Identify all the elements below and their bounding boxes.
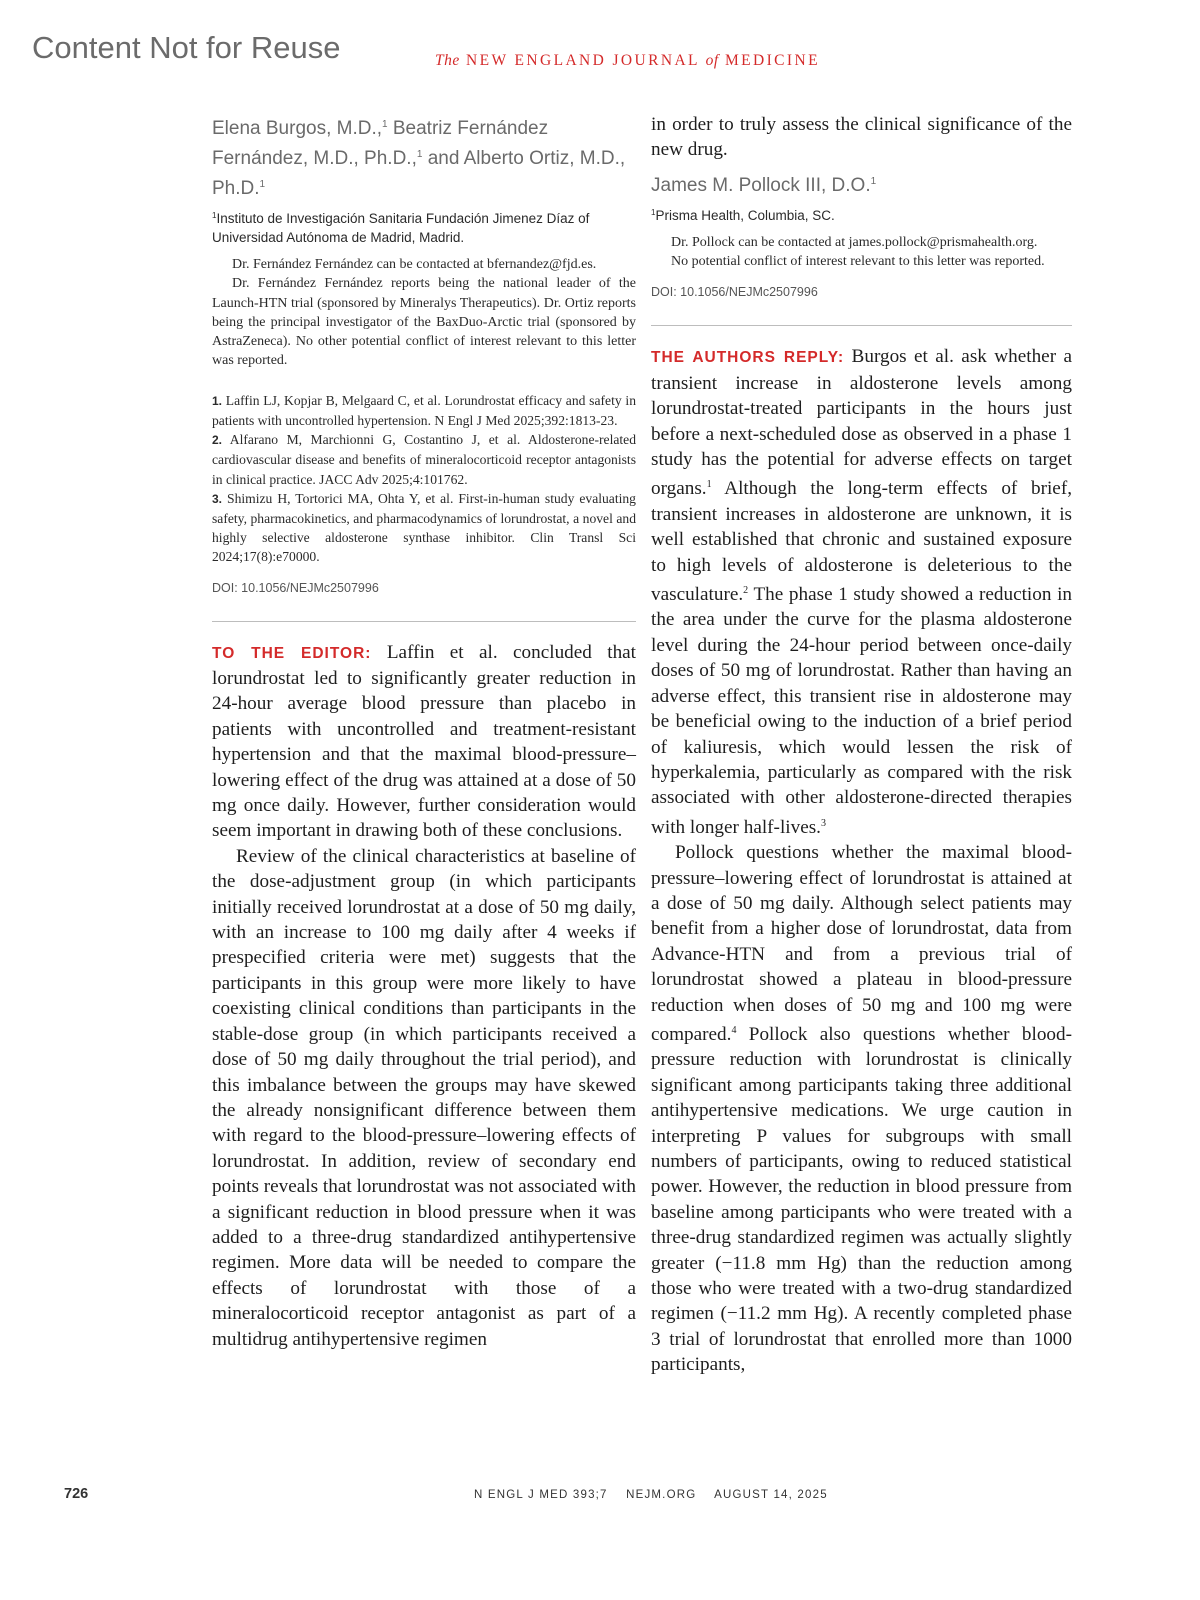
- contact-note: Dr. Pollock can be contacted at james.pollock@prismahealth.org.: [671, 234, 1038, 250]
- author-sup: 1: [416, 149, 423, 160]
- reference-item: [212, 430, 636, 489]
- author-sup: 1: [259, 179, 266, 190]
- citation-sup: 3: [820, 817, 826, 829]
- doi: DOI: 10.1056/NEJMc2507996: [651, 285, 818, 300]
- letter-paragraph-continued: in order to truly assess the clinical significance of the new drug.: [651, 114, 1072, 161]
- reference-item: [212, 489, 636, 567]
- author-name: and Alberto Ortiz, M.D., Ph.D.: [212, 148, 626, 199]
- lead-to-the-editor: TO THE EDITOR:: [212, 644, 372, 662]
- affiliation-text: Instituto de Investigación Sanitaria Fundación Jimenez Díaz of Universidad Autónoma de Madrid, Madrid.: [212, 211, 590, 245]
- references: [212, 391, 636, 567]
- reply-paragraph: [651, 344, 1072, 840]
- paragraph-text: Although the long-term effects of brief, transient increases in aldosterone are unknown, it is well established that chronic and sustained exposure to high levels of aldosterone is deleterious to the vasculature.: [651, 478, 1072, 606]
- footer-site: NEJM.ORG: [626, 1489, 697, 1501]
- author-name: James M. Pollock III, D.O.: [651, 174, 871, 196]
- lead-authors-reply: THE AUTHORS REPLY:: [651, 349, 845, 367]
- paragraph-text: The phase 1 study showed a reduction in the area under the curve for the plasma aldosterone level during the 24-hour period between once-daily doses of 50 mg of lorundrostat. Rather than having an adverse effect, this transient rise in aldosterone may be beneficial owing to the induction of a brief period of kaliuresis, which would lessen the risk of hyperkalemia, particularly as compared with the risk associated with other aldosterone-directed therapies with longer half-lives.: [651, 584, 1072, 838]
- paragraph-text: Pollock questions whether the maximal blood-pressure–lowering effect of lorundrostat is attained at a dose of 50 mg daily. Although select patients may benefit from a higher dose of lorundrostat, data from Advance-HTN and from a previous trial of lorundrostat showed a plateau in blood-pressure reduction when doses of 50 mg and 100 mg were compared.: [651, 842, 1072, 1045]
- doi: DOI: 10.1056/NEJMc2507996: [212, 580, 379, 595]
- reference-text: Alfarano M, Marchionni G, Costantino J, et al. Aldosterone-related cardiovascular disease and benefits of mineralocorticoid receptor antagonists in clinical practice. JACC Adv 2025;4:101762.: [212, 432, 636, 487]
- reply-paragraph: [651, 840, 1072, 1378]
- author-sup: 1: [382, 119, 388, 130]
- section-divider: [651, 325, 1072, 326]
- contact-note: Dr. Fernández Fernández can be contacted at bfernandez@fjd.es.: [232, 257, 597, 272]
- citation-sup: 1: [706, 479, 712, 491]
- citation-sup: 2: [743, 585, 749, 597]
- reference-number: 2.: [212, 433, 223, 448]
- masthead-of: of: [705, 52, 719, 69]
- disclosure-note: Dr. Fernández Fernández reports being the national leader of the Launch-HTN trial (sponsored by Mineralys Therapeutics). Dr. Ortiz reports being the principal investigator of the BaxDuo-Arctic trial (sponsored by AstraZeneca). No other potential conflict of interest relevant to this letter was reported.: [212, 276, 636, 369]
- author-name: Elena Burgos, M.D.,: [212, 118, 383, 139]
- author-sup: 1: [870, 175, 877, 187]
- watermark: Content Not for Reuse: [32, 30, 341, 65]
- reference-text: Laffin LJ, Kopjar B, Melgaard C, et al. Lorundrostat efficacy and safety in patients with uncontrolled hypertension. N Engl J Med 2025;392:1813-23.: [212, 392, 636, 428]
- affiliation: [212, 206, 636, 247]
- footer-citation: [474, 1489, 842, 1501]
- masthead-the: The: [435, 52, 460, 69]
- paragraph-text: Pollock also questions whether blood-pressure reduction with lorundrostat is clinically significant among participants taking three additional antihypertensive medications. We urge caution in interpreting P values for subgroups with small numbers of participants, owing to reduced statistical power. However, the reduction in blood pressure from baseline among participants who were treated with a three-drug standardized regimen was actually slightly greater (−11.8 mm Hg) than the reduction among those who were treated with a two-drug standardized regimen (−11.2 mm Hg). A recently completed phase 3 trial of lorundrostat that enrolled more than 1000 participants,: [651, 1023, 1072, 1376]
- citation-sup: 4: [731, 1024, 737, 1036]
- reference-item: [212, 391, 636, 430]
- footer-journal: N ENGL J MED 393;7: [474, 1489, 608, 1501]
- affiliation-sup: 1: [651, 207, 656, 217]
- paragraph-text: Laffin et al. concluded that lorundrostat led to significantly greater reduction in 24-hour average blood pressure than placebo in patients with uncontrolled and treatment-resistant hypertension and that the maximal blood-pressure–lowering effect of the drug was attained at a dose of 50 mg once daily. However, further consideration would seem important in drawing both of these conclusions.: [212, 641, 637, 842]
- left-column: [212, 112, 636, 1352]
- footer-date: AUGUST 14, 2025: [714, 1489, 828, 1501]
- reference-text: Shimizu H, Tortorici MA, Ohta Y, et al. First-in-human study evaluating safety, pharmacokinetics, and pharmacodynamics of lorundrostat, a novel and highly selective aldosterone synthase inhibitor. Clin Transl Sci 2024;17(8):e70000.: [212, 490, 636, 565]
- disclosure-note: No potential conflict of interest relevant to this letter was reported.: [671, 254, 1045, 270]
- affiliation-sup: 1: [212, 211, 217, 220]
- letter-paragraph: [212, 640, 636, 844]
- masthead-part1: NEW ENGLAND JOURNAL: [466, 52, 700, 69]
- author-name: Beatriz Fernández Fernández, M.D., Ph.D.,: [212, 118, 549, 169]
- letter-authors: [212, 112, 636, 202]
- letter-author: [651, 169, 1072, 199]
- page-number: 726: [64, 1486, 89, 1502]
- affiliation: [651, 203, 1072, 225]
- masthead-part2: MEDICINE: [724, 52, 820, 69]
- paragraph-text: Burgos et al. ask whether a transient increase in aldosterone levels among lorundrostat-treated participants in the hours just before a next-scheduled dose as observed in a phase 1 study has the potential for adverse effects on target organs.: [651, 346, 1072, 500]
- affiliation-text: Prisma Health, Columbia, SC.: [655, 207, 835, 223]
- reference-number: 3.: [212, 491, 223, 506]
- letter-paragraph: Review of the clinical characteristics at baseline of the dose-adjustment group (in which participants initially received lorundrostat at a dose of 50 mg daily, with an increase to 100 mg daily after 4 weeks if prespecified criteria were met) suggests that the participants in this group were more likely to have coexisting clinical conditions than participants in the stable-dose group (in which participants received a dose of 50 mg daily throughout the trial period), and this imbalance between the groups may have skewed the already nonsignificant difference between them with regard to the blood-pressure–lowering effects of lorundrostat. In addition, review of secondary end points reveals that lorundrostat was not associated with a significant reduction in blood pressure when it was added to a three-drug standardized antihypertensive regimen. More data will be needed to compare the effects of lorundrostat with those of a mineralocorticoid receptor antagonist as part of a multidrug antihypertensive regimen: [212, 845, 636, 1350]
- right-column: [651, 112, 1072, 1378]
- journal-masthead: [435, 52, 820, 70]
- section-divider: [212, 621, 636, 622]
- reference-number: 1.: [212, 393, 223, 408]
